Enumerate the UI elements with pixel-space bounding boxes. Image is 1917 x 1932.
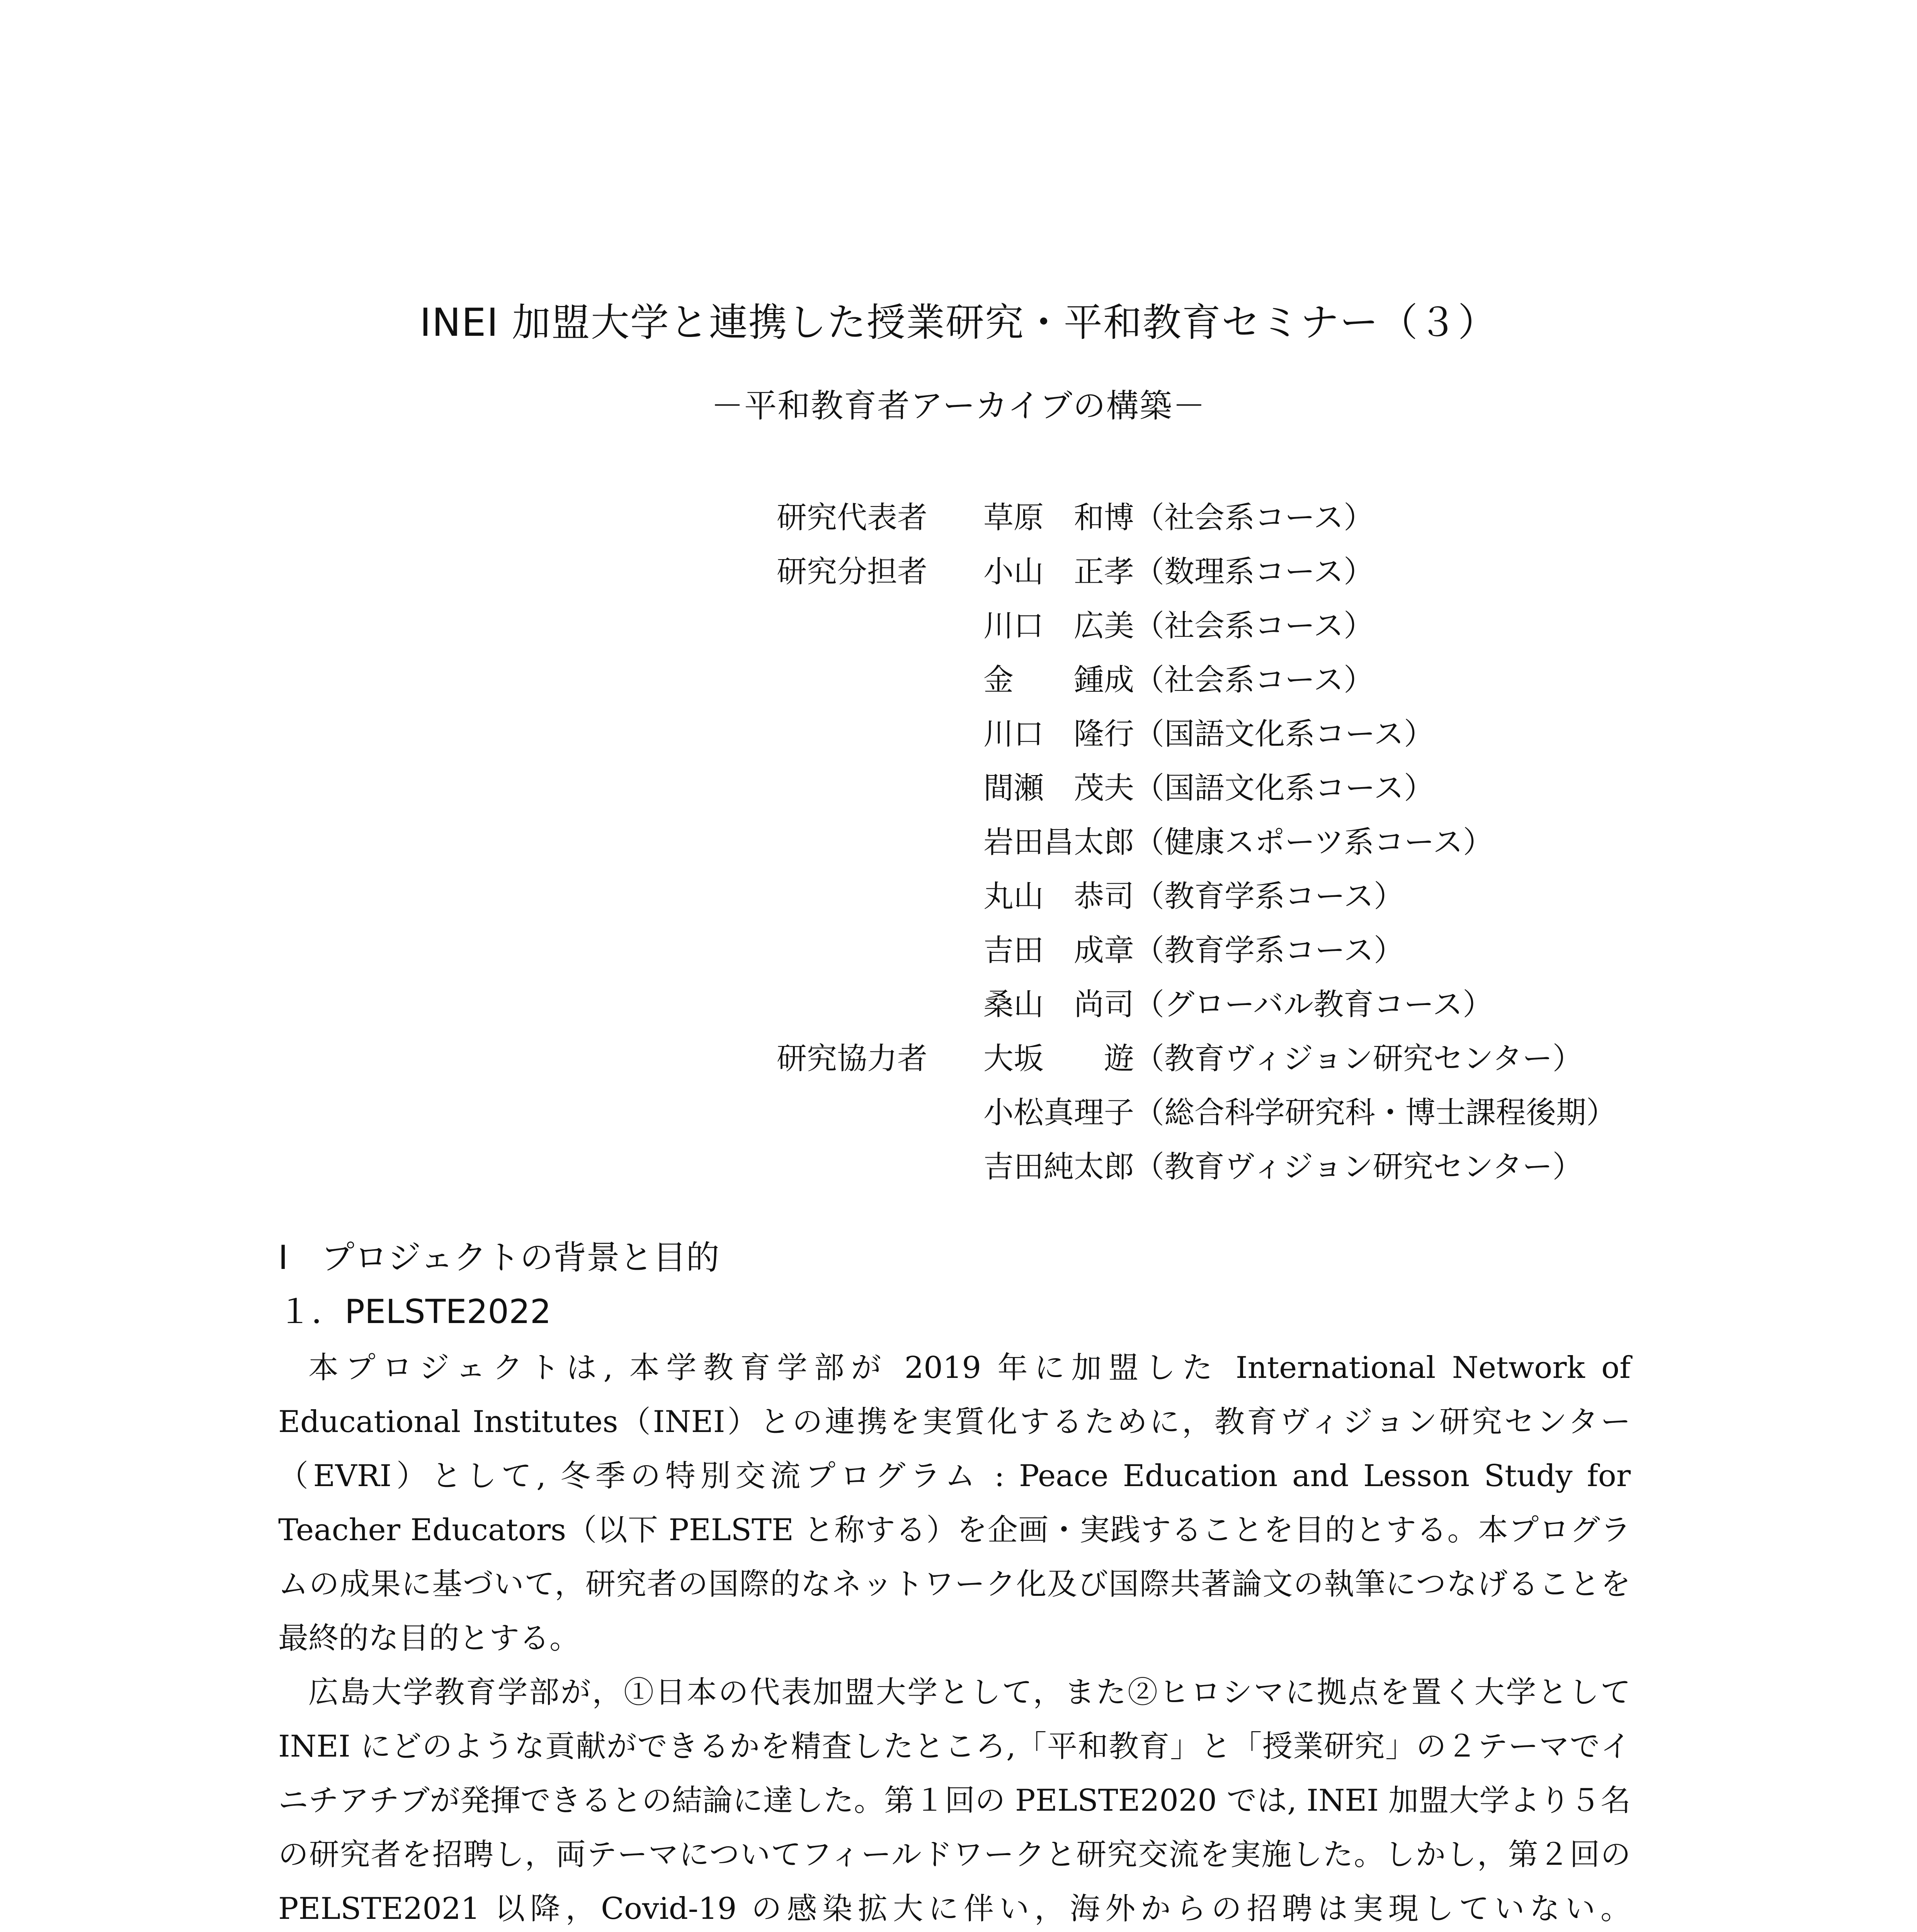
author-entry: 吉田 成章（教育学系コース） [983, 933, 1404, 968]
section-heading: Ⅰ プロジェクトの背景と目的 [278, 1238, 720, 1277]
author-entry: 桑山 尚司（グローバル教育コース） [983, 987, 1493, 1022]
body-text [278, 1341, 1631, 1932]
author-entry: 大坂 遊（教育ヴィジョン研究センター） [983, 1041, 1583, 1076]
author-role: 研究代表者 [777, 500, 928, 535]
author-entry: 丸山 恭司（教育学系コース） [983, 879, 1404, 914]
document-title: INEI 加盟大学と連携した授業研究・平和教育セミナー（３） [420, 300, 1497, 345]
author-entry: 小松真理子（総合科学研究科・博士課程後期） [983, 1095, 1617, 1130]
paragraph: 本プロジェクトは, 本学教育学部が 2019 年に加盟した International Network of Educational Institutes（INEI）との連携を実質化するために，教育ヴィジョン研究センター（EVRI）として, 冬季の特別交流プログラム : Peace Education and Lesson Study for Teacher Educators（以下 PELSTE と称する）を企画・実践することを目的とする。本プログラムの成果に基づいて，研究者の国際的なネットワーク化及び国際共著論文の執筆につなげることを最終的な目的とする。 [278, 1350, 1631, 1656]
subsection-heading: １．PELSTE2022 [278, 1293, 551, 1331]
author-entry: 川口 広美（社会系コース） [983, 609, 1374, 643]
author-role: 研究協力者 [777, 1041, 928, 1076]
author-role: 研究分担者 [777, 554, 928, 589]
author-entry: 草原 和博（社会系コース） [983, 500, 1374, 535]
author-entry: 川口 隆行（国語文化系コース） [983, 717, 1434, 752]
author-entry: 金 鍾成（社会系コース） [983, 663, 1374, 697]
author-entry: 岩田昌太郎（健康スポーツ系コース） [983, 825, 1493, 860]
author-entry: 間瀬 茂夫（国語文化系コース） [983, 771, 1434, 806]
paragraph: 広島大学教育学部が，①日本の代表加盟大学として，また②ヒロシマに拠点を置く大学として INEI にどのような貢献ができるかを精査したところ,「平和教育」と「授業研究」の２テーマでイニチアチブが発揮できるとの結論に達した。第１回の PELSTE2020 では, INEI 加盟大学より５名の研究者を招聘し，両テーマについてフィールドワークと研究交流を実施した。しかし，第２回の PELSTE2021 以降，Covid-19 の感染拡大に伴い，海外からの招聘は実現していない。 [278, 1675, 1631, 1926]
author-entry: 吉田純太郎（教育ヴィジョン研究センター） [983, 1150, 1583, 1184]
document-subtitle: －平和教育者アーカイブの構築－ [711, 387, 1206, 425]
author-entry: 小山 正孝（数理系コース） [983, 554, 1374, 589]
